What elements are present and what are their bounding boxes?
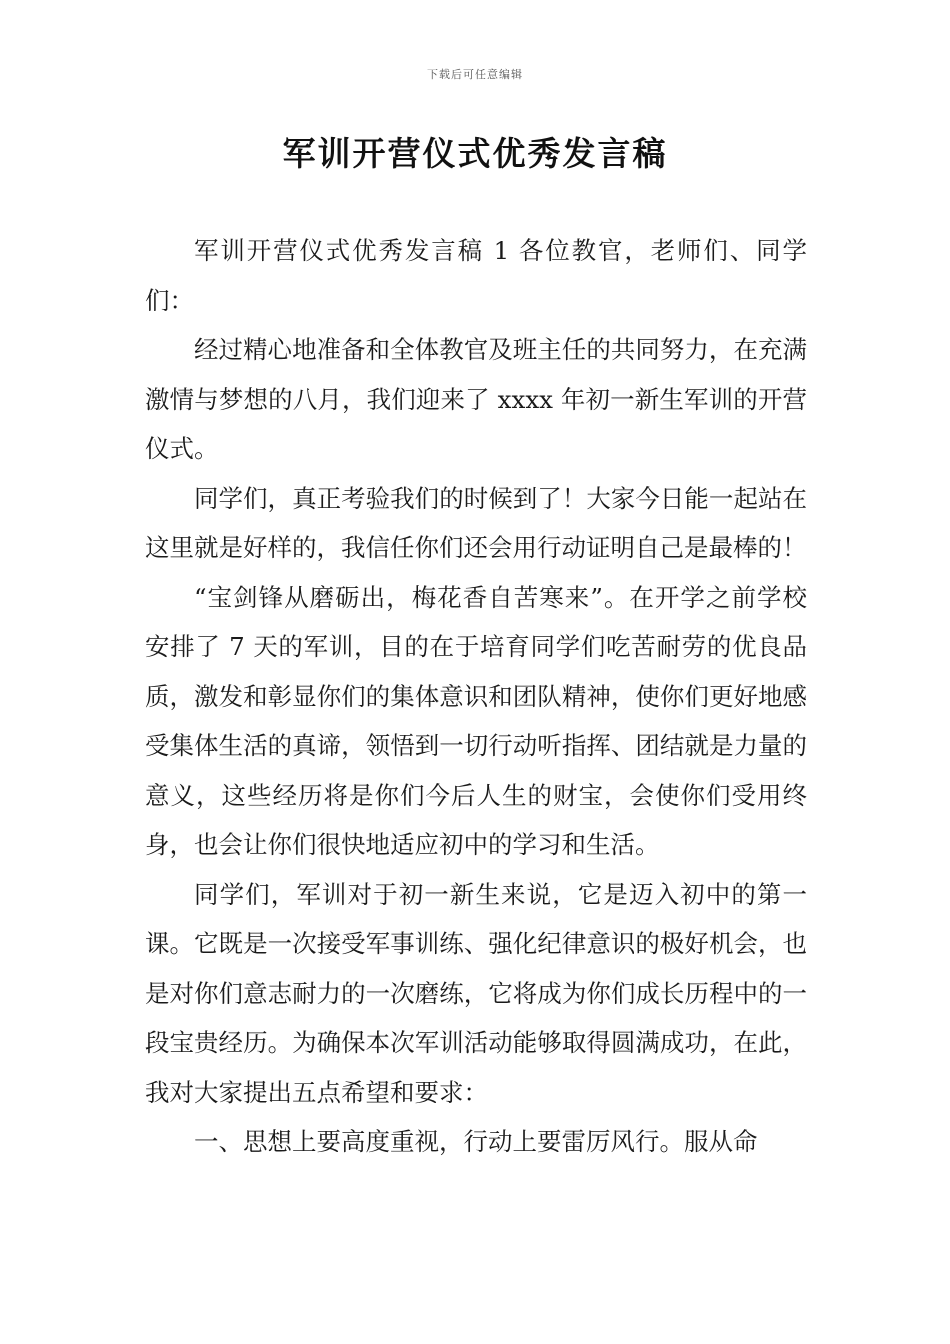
paragraph-opening: 经过精心地准备和全体教官及班主任的共同努力，在充满激情与梦想的八月，我们迎来了 xxxx 年初一新生军训的开营仪式。 [145,335,807,463]
paragraph-requirement-1: 一、思想上要高度重视，行动上要雷厉风行。服从命 [194,1127,758,1156]
header-note: 下载后可任意编辑 [427,68,523,81]
paragraph-test: 同学们，真正考验我们的时候到了！大家今日能一起站在这里就是好样的，我信任你们还会用行动证明自己是最棒的！ [145,483,807,562]
document-title: 军训开营仪式优秀发言稿 [282,134,668,173]
document-body [145,226,807,1167]
paragraph-purpose: “宝剑锋从磨砺出，梅花香自苦寒来”。在开学之前学校安排了 7 天的军训，目的在于培育同学们吃苦耐劳的优良品质，激发和彰显你们的集体意识和团队精神，使你们更好地感受集体生活的真谛，领悟到一切行动听指挥、团结就是力量的意义，这些经历将是你们今后人生的财宝，会使你们受用终身，也会让你们很快地适应初中的学习和生活。 [145,582,807,859]
paragraph-first-lesson: 同学们，军训对于初一新生来说，它是迈入初中的第一课。它既是一次接受军事训练、强化纪律意识的极好机会，也是对你们意志耐力的一次磨练，它将成为你们成长历程中的一段宝贵经历。为确保本次军训活动能够取得圆满成功，在此，我对大家提出五点希望和要求： [145,879,807,1107]
paragraph-greeting: 军训开营仪式优秀发言稿 1 各位教官，老师们、同学们： [145,236,807,315]
